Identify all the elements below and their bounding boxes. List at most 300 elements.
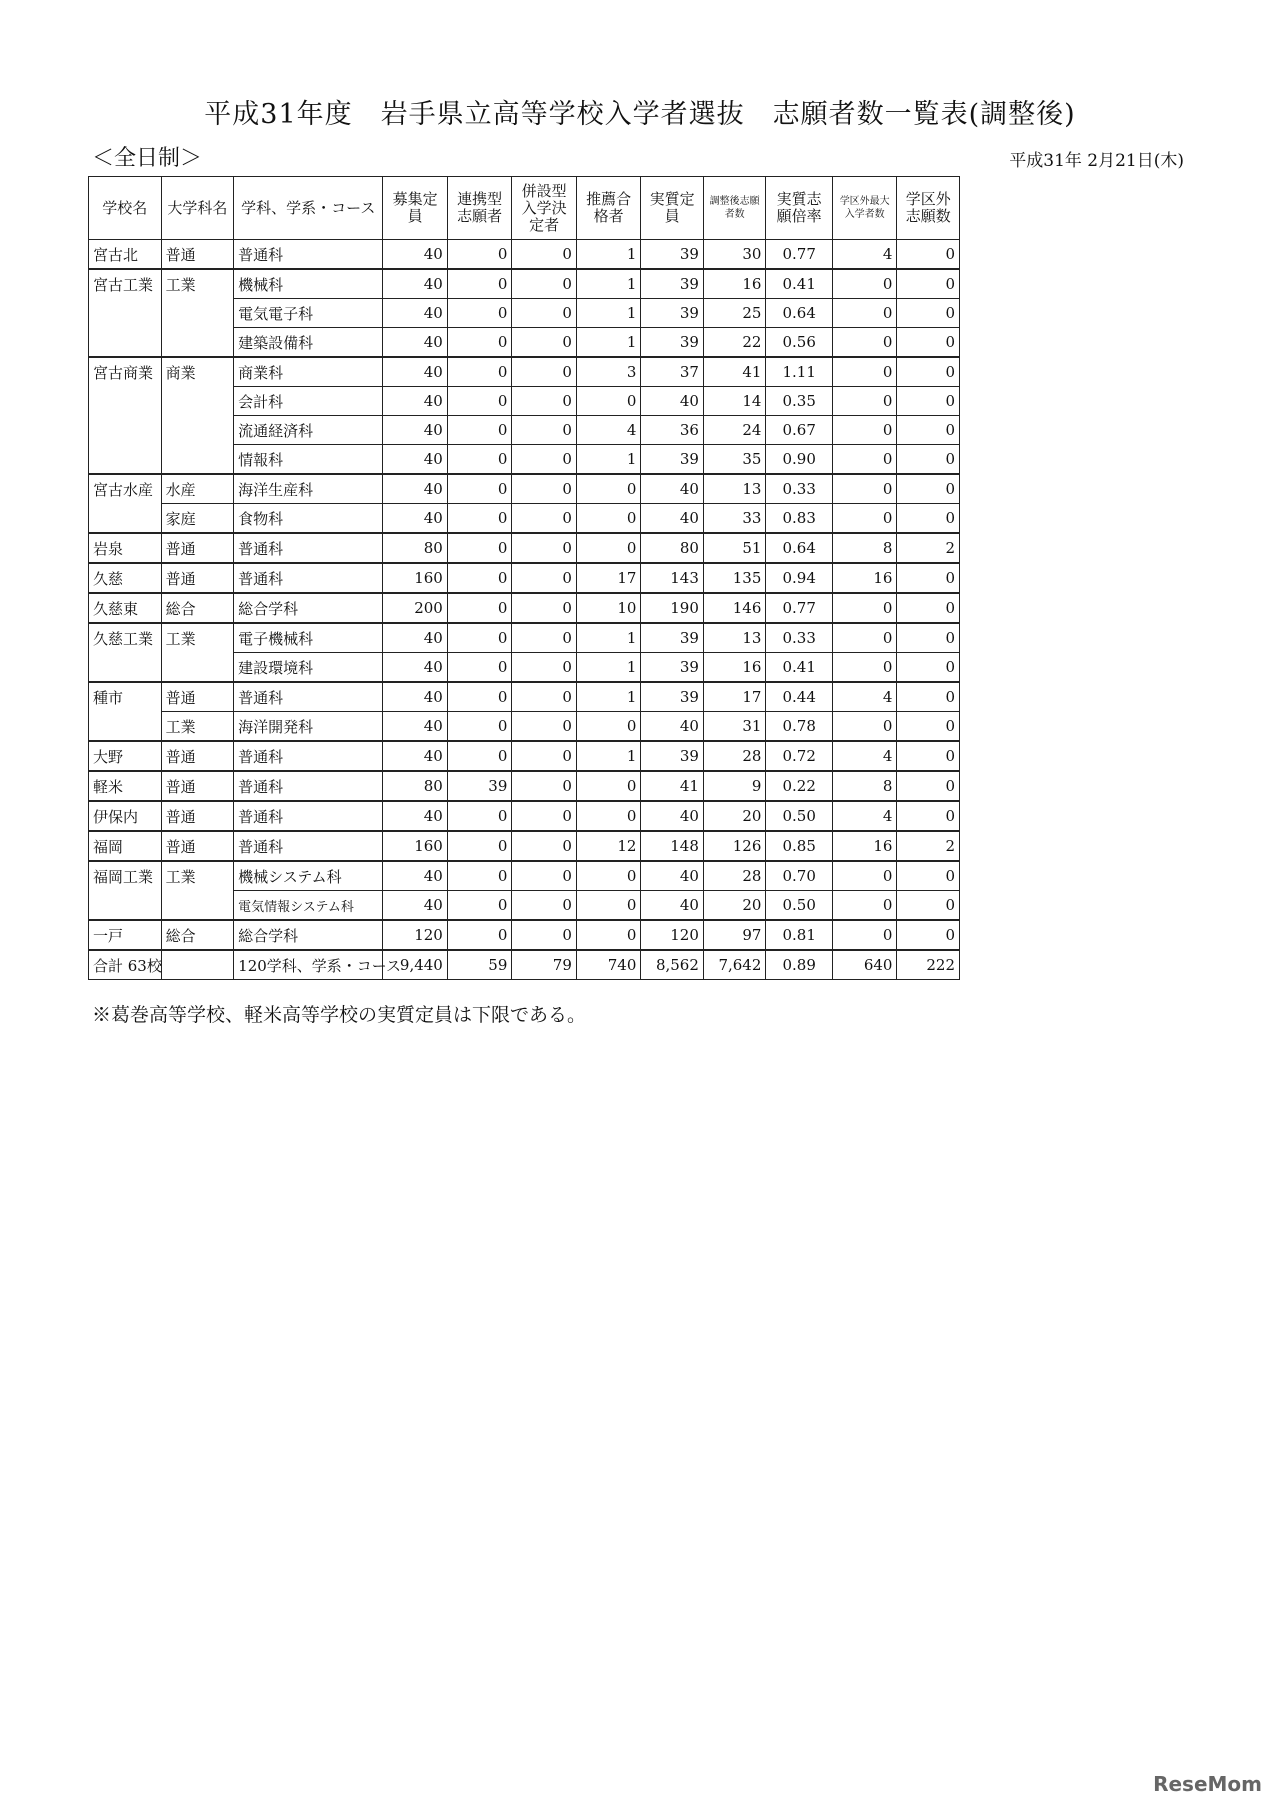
cell-dept: 会計科	[234, 387, 383, 416]
cell-school: 宮古工業	[89, 269, 162, 299]
cell-major	[161, 387, 234, 416]
cell-adjusted: 20	[703, 891, 766, 921]
cell-school: 宮古水産	[89, 474, 162, 504]
cell-major	[161, 416, 234, 445]
cell-outside-applicants: 0	[897, 653, 960, 683]
cell-recommended: 0	[576, 533, 641, 563]
cell-actual-capacity: 190	[641, 593, 704, 623]
cell-major: 工業	[161, 861, 234, 891]
cell-ratio: 0.94	[766, 563, 833, 593]
cell-ratio: 0.70	[766, 861, 833, 891]
cell-capacity: 40	[383, 387, 448, 416]
cell-capacity: 40	[383, 269, 448, 299]
cell-actual-capacity: 148	[641, 831, 704, 861]
cell-recommended: 1	[576, 328, 641, 358]
cell-outside-applicants: 0	[897, 801, 960, 831]
cell-linked: 0	[447, 623, 512, 653]
table-row	[89, 593, 960, 623]
cell-school: 一戸	[89, 920, 162, 950]
cell-outside-applicants: 0	[897, 269, 960, 299]
cell-capacity: 40	[383, 653, 448, 683]
cell-max-outside: 0	[832, 328, 897, 358]
total-cell-capacity: 9,440	[383, 950, 448, 980]
cell-capacity: 80	[383, 533, 448, 563]
cell-linked: 0	[447, 445, 512, 475]
cell-ratio: 0.64	[766, 299, 833, 328]
cell-dept: 電子機械科	[234, 623, 383, 653]
cell-dept: 普通科	[234, 771, 383, 801]
cell-adjusted: 97	[703, 920, 766, 950]
cell-major: 普通	[161, 240, 234, 270]
cell-major: 総合	[161, 920, 234, 950]
cell-recommended: 0	[576, 474, 641, 504]
cell-major	[161, 891, 234, 921]
cell-max-outside: 0	[832, 504, 897, 534]
cell-actual-capacity: 39	[641, 653, 704, 683]
cell-recommended: 12	[576, 831, 641, 861]
header-major: 大学科名	[161, 177, 234, 240]
cell-school: 大野	[89, 741, 162, 771]
cell-dept: 建設環境科	[234, 653, 383, 683]
cell-dept: 機械システム科	[234, 861, 383, 891]
cell-max-outside: 4	[832, 801, 897, 831]
cell-dept: 情報科	[234, 445, 383, 475]
cell-combined: 0	[512, 623, 577, 653]
cell-outside-applicants: 0	[897, 445, 960, 475]
cell-capacity: 40	[383, 623, 448, 653]
cell-combined: 0	[512, 682, 577, 712]
total-cell-outside-applicants: 222	[897, 950, 960, 980]
cell-combined: 0	[512, 771, 577, 801]
cell-outside-applicants: 0	[897, 623, 960, 653]
cell-school: 岩泉	[89, 533, 162, 563]
cell-major	[161, 328, 234, 358]
cell-combined: 0	[512, 445, 577, 475]
cell-actual-capacity: 39	[641, 623, 704, 653]
cell-combined: 0	[512, 831, 577, 861]
cell-major: 普通	[161, 771, 234, 801]
cell-capacity: 40	[383, 445, 448, 475]
cell-recommended: 0	[576, 801, 641, 831]
cell-actual-capacity: 40	[641, 474, 704, 504]
cell-capacity: 200	[383, 593, 448, 623]
cell-recommended: 0	[576, 771, 641, 801]
cell-outside-applicants: 0	[897, 741, 960, 771]
cell-combined: 0	[512, 563, 577, 593]
cell-actual-capacity: 36	[641, 416, 704, 445]
cell-max-outside: 0	[832, 593, 897, 623]
table-row	[89, 416, 960, 445]
cell-dept: 海洋開発科	[234, 712, 383, 742]
cell-dept: 電気電子科	[234, 299, 383, 328]
cell-linked: 0	[447, 861, 512, 891]
cell-outside-applicants: 0	[897, 861, 960, 891]
cell-capacity: 40	[383, 357, 448, 387]
cell-dept: 普通科	[234, 563, 383, 593]
cell-actual-capacity: 40	[641, 801, 704, 831]
total-cell-linked: 59	[447, 950, 512, 980]
cell-capacity: 40	[383, 682, 448, 712]
table-row	[89, 240, 960, 270]
cell-ratio: 0.41	[766, 653, 833, 683]
cell-outside-applicants: 0	[897, 504, 960, 534]
cell-linked: 0	[447, 593, 512, 623]
cell-actual-capacity: 39	[641, 240, 704, 270]
cell-school	[89, 504, 162, 534]
cell-linked: 39	[447, 771, 512, 801]
cell-ratio: 0.50	[766, 801, 833, 831]
cell-dept: 普通科	[234, 682, 383, 712]
cell-linked: 0	[447, 682, 512, 712]
header-recommended: 推薦合格者	[576, 177, 641, 240]
cell-recommended: 1	[576, 445, 641, 475]
cell-combined: 0	[512, 328, 577, 358]
cell-recommended: 0	[576, 861, 641, 891]
cell-recommended: 1	[576, 269, 641, 299]
cell-max-outside: 0	[832, 861, 897, 891]
cell-dept: 商業科	[234, 357, 383, 387]
cell-combined: 0	[512, 387, 577, 416]
cell-combined: 0	[512, 416, 577, 445]
cell-outside-applicants: 2	[897, 533, 960, 563]
cell-combined: 0	[512, 240, 577, 270]
cell-max-outside: 4	[832, 741, 897, 771]
cell-ratio: 0.83	[766, 504, 833, 534]
table-header-row	[89, 177, 960, 240]
cell-dept: 食物科	[234, 504, 383, 534]
footnote: ※葛巻高等学校、軽米高等学校の実質定員は下限である。	[92, 1004, 587, 1026]
cell-max-outside: 0	[832, 269, 897, 299]
cell-recommended: 1	[576, 240, 641, 270]
cell-adjusted: 33	[703, 504, 766, 534]
cell-recommended: 0	[576, 387, 641, 416]
cell-school: 種市	[89, 682, 162, 712]
cell-capacity: 40	[383, 328, 448, 358]
cell-actual-capacity: 39	[641, 269, 704, 299]
cell-combined: 0	[512, 741, 577, 771]
cell-combined: 0	[512, 920, 577, 950]
cell-actual-capacity: 39	[641, 299, 704, 328]
table-total-row	[89, 950, 960, 980]
cell-major: 商業	[161, 357, 234, 387]
cell-ratio: 0.72	[766, 741, 833, 771]
cell-major: 水産	[161, 474, 234, 504]
cell-capacity: 40	[383, 801, 448, 831]
header-max-outside: 学区外最大入学者数	[832, 177, 897, 240]
cell-linked: 0	[447, 831, 512, 861]
cell-capacity: 40	[383, 504, 448, 534]
table-row	[89, 682, 960, 712]
cell-outside-applicants: 0	[897, 891, 960, 921]
applicants-table	[88, 176, 960, 980]
cell-ratio: 0.33	[766, 623, 833, 653]
cell-outside-applicants: 0	[897, 593, 960, 623]
cell-linked: 0	[447, 920, 512, 950]
cell-capacity: 160	[383, 831, 448, 861]
cell-major: 普通	[161, 831, 234, 861]
cell-ratio: 0.41	[766, 269, 833, 299]
cell-max-outside: 4	[832, 682, 897, 712]
table-row	[89, 328, 960, 358]
cell-ratio: 0.78	[766, 712, 833, 742]
total-cell-actual-capacity: 8,562	[641, 950, 704, 980]
cell-major: 家庭	[161, 504, 234, 534]
cell-school	[89, 416, 162, 445]
cell-dept: 普通科	[234, 240, 383, 270]
cell-actual-capacity: 40	[641, 712, 704, 742]
total-cell-adjusted: 7,642	[703, 950, 766, 980]
cell-combined: 0	[512, 299, 577, 328]
cell-ratio: 1.11	[766, 357, 833, 387]
cell-dept: 普通科	[234, 831, 383, 861]
cell-adjusted: 146	[703, 593, 766, 623]
table-row	[89, 801, 960, 831]
total-cell-major	[161, 950, 234, 980]
cell-major: 普通	[161, 533, 234, 563]
cell-combined: 0	[512, 861, 577, 891]
cell-actual-capacity: 40	[641, 504, 704, 534]
cell-school	[89, 387, 162, 416]
cell-linked: 0	[447, 891, 512, 921]
table-row	[89, 387, 960, 416]
cell-ratio: 0.77	[766, 593, 833, 623]
total-cell-recommended: 740	[576, 950, 641, 980]
cell-linked: 0	[447, 387, 512, 416]
table-row	[89, 831, 960, 861]
table-row	[89, 269, 960, 299]
cell-outside-applicants: 0	[897, 474, 960, 504]
cell-school	[89, 445, 162, 475]
cell-max-outside: 4	[832, 240, 897, 270]
cell-adjusted: 25	[703, 299, 766, 328]
table-row	[89, 299, 960, 328]
cell-outside-applicants: 0	[897, 387, 960, 416]
cell-actual-capacity: 39	[641, 445, 704, 475]
cell-max-outside: 16	[832, 831, 897, 861]
cell-max-outside: 0	[832, 920, 897, 950]
cell-adjusted: 20	[703, 801, 766, 831]
cell-actual-capacity: 40	[641, 891, 704, 921]
cell-actual-capacity: 39	[641, 682, 704, 712]
cell-max-outside: 0	[832, 387, 897, 416]
cell-ratio: 0.85	[766, 831, 833, 861]
cell-ratio: 0.64	[766, 533, 833, 563]
brand-logo: ReseMom	[1153, 1772, 1262, 1796]
table-row	[89, 741, 960, 771]
cell-linked: 0	[447, 474, 512, 504]
table-row	[89, 920, 960, 950]
cell-ratio: 0.77	[766, 240, 833, 270]
cell-linked: 0	[447, 328, 512, 358]
document-date: 平成31年 2月21日(木)	[1009, 151, 1184, 171]
cell-adjusted: 35	[703, 445, 766, 475]
cell-max-outside: 0	[832, 299, 897, 328]
cell-outside-applicants: 0	[897, 682, 960, 712]
cell-outside-applicants: 0	[897, 771, 960, 801]
cell-ratio: 0.81	[766, 920, 833, 950]
cell-major: 普通	[161, 682, 234, 712]
cell-school: 宮古北	[89, 240, 162, 270]
cell-actual-capacity: 39	[641, 741, 704, 771]
table-row	[89, 771, 960, 801]
cell-major: 工業	[161, 712, 234, 742]
table-row	[89, 712, 960, 742]
cell-recommended: 3	[576, 357, 641, 387]
cell-capacity: 40	[383, 861, 448, 891]
cell-adjusted: 13	[703, 474, 766, 504]
total-cell-school: 合計 63校	[89, 950, 162, 980]
cell-max-outside: 0	[832, 712, 897, 742]
cell-school: 伊保内	[89, 801, 162, 831]
cell-school: 久慈工業	[89, 623, 162, 653]
cell-linked: 0	[447, 741, 512, 771]
cell-linked: 0	[447, 563, 512, 593]
cell-major	[161, 445, 234, 475]
cell-major: 普通	[161, 741, 234, 771]
cell-combined: 0	[512, 357, 577, 387]
cell-school	[89, 653, 162, 683]
cell-combined: 0	[512, 653, 577, 683]
cell-recommended: 0	[576, 504, 641, 534]
cell-max-outside: 0	[832, 474, 897, 504]
cell-school: 久慈	[89, 563, 162, 593]
cell-adjusted: 30	[703, 240, 766, 270]
cell-adjusted: 24	[703, 416, 766, 445]
cell-actual-capacity: 120	[641, 920, 704, 950]
cell-linked: 0	[447, 299, 512, 328]
total-cell-ratio: 0.89	[766, 950, 833, 980]
cell-combined: 0	[512, 801, 577, 831]
cell-combined: 0	[512, 593, 577, 623]
cell-school: 久慈東	[89, 593, 162, 623]
cell-capacity: 40	[383, 712, 448, 742]
cell-combined: 0	[512, 474, 577, 504]
cell-outside-applicants: 0	[897, 416, 960, 445]
total-cell-dept: 120学科、学系・コース	[234, 950, 383, 980]
cell-actual-capacity: 41	[641, 771, 704, 801]
cell-linked: 0	[447, 712, 512, 742]
cell-combined: 0	[512, 504, 577, 534]
table-row	[89, 861, 960, 891]
cell-capacity: 40	[383, 299, 448, 328]
table-row	[89, 504, 960, 534]
cell-capacity: 120	[383, 920, 448, 950]
cell-recommended: 0	[576, 920, 641, 950]
cell-combined: 0	[512, 891, 577, 921]
cell-adjusted: 28	[703, 861, 766, 891]
cell-adjusted: 16	[703, 653, 766, 683]
table-row	[89, 533, 960, 563]
table-row	[89, 891, 960, 921]
cell-ratio: 0.44	[766, 682, 833, 712]
category-label: ＜全日制＞	[92, 146, 203, 171]
cell-dept: 流通経済科	[234, 416, 383, 445]
cell-school: 軽米	[89, 771, 162, 801]
header-ratio: 実質志願倍率	[766, 177, 833, 240]
table-row	[89, 474, 960, 504]
cell-outside-applicants: 0	[897, 328, 960, 358]
cell-adjusted: 31	[703, 712, 766, 742]
cell-ratio: 0.33	[766, 474, 833, 504]
table-row	[89, 653, 960, 683]
cell-capacity: 160	[383, 563, 448, 593]
cell-recommended: 1	[576, 623, 641, 653]
cell-outside-applicants: 0	[897, 563, 960, 593]
cell-actual-capacity: 39	[641, 328, 704, 358]
header-combined: 併設型入学決定者	[512, 177, 577, 240]
cell-combined: 0	[512, 712, 577, 742]
cell-dept: 総合学科	[234, 920, 383, 950]
cell-linked: 0	[447, 801, 512, 831]
cell-actual-capacity: 40	[641, 387, 704, 416]
cell-linked: 0	[447, 269, 512, 299]
cell-major: 工業	[161, 623, 234, 653]
cell-adjusted: 28	[703, 741, 766, 771]
cell-recommended: 17	[576, 563, 641, 593]
cell-max-outside: 8	[832, 771, 897, 801]
cell-school	[89, 299, 162, 328]
cell-school	[89, 891, 162, 921]
cell-recommended: 1	[576, 682, 641, 712]
document-title: 平成31年度 岩手県立高等学校入学者選抜 志願者数一覧表(調整後)	[204, 99, 1076, 130]
cell-adjusted: 14	[703, 387, 766, 416]
cell-adjusted: 41	[703, 357, 766, 387]
cell-recommended: 10	[576, 593, 641, 623]
cell-dept: 普通科	[234, 533, 383, 563]
cell-combined: 0	[512, 269, 577, 299]
cell-max-outside: 0	[832, 623, 897, 653]
cell-linked: 0	[447, 653, 512, 683]
total-cell-combined: 79	[512, 950, 577, 980]
cell-capacity: 40	[383, 891, 448, 921]
cell-outside-applicants: 2	[897, 831, 960, 861]
cell-linked: 0	[447, 504, 512, 534]
cell-linked: 0	[447, 416, 512, 445]
cell-max-outside: 0	[832, 891, 897, 921]
header-capacity: 募集定員	[383, 177, 448, 240]
cell-adjusted: 9	[703, 771, 766, 801]
cell-recommended: 0	[576, 891, 641, 921]
cell-max-outside: 0	[832, 445, 897, 475]
cell-school	[89, 712, 162, 742]
total-cell-max-outside: 640	[832, 950, 897, 980]
cell-actual-capacity: 40	[641, 861, 704, 891]
cell-outside-applicants: 0	[897, 240, 960, 270]
cell-dept: 電気情報システム科	[234, 891, 383, 921]
cell-ratio: 0.22	[766, 771, 833, 801]
cell-capacity: 40	[383, 474, 448, 504]
cell-dept: 建築設備科	[234, 328, 383, 358]
cell-ratio: 0.90	[766, 445, 833, 475]
cell-major	[161, 299, 234, 328]
cell-major: 総合	[161, 593, 234, 623]
cell-outside-applicants: 0	[897, 920, 960, 950]
cell-capacity: 40	[383, 240, 448, 270]
cell-ratio: 0.35	[766, 387, 833, 416]
cell-max-outside: 8	[832, 533, 897, 563]
cell-linked: 0	[447, 357, 512, 387]
table-row	[89, 445, 960, 475]
cell-major: 普通	[161, 563, 234, 593]
cell-recommended: 4	[576, 416, 641, 445]
cell-adjusted: 13	[703, 623, 766, 653]
cell-major	[161, 653, 234, 683]
cell-max-outside: 16	[832, 563, 897, 593]
cell-recommended: 0	[576, 712, 641, 742]
table-row	[89, 357, 960, 387]
cell-adjusted: 51	[703, 533, 766, 563]
cell-dept: 総合学科	[234, 593, 383, 623]
